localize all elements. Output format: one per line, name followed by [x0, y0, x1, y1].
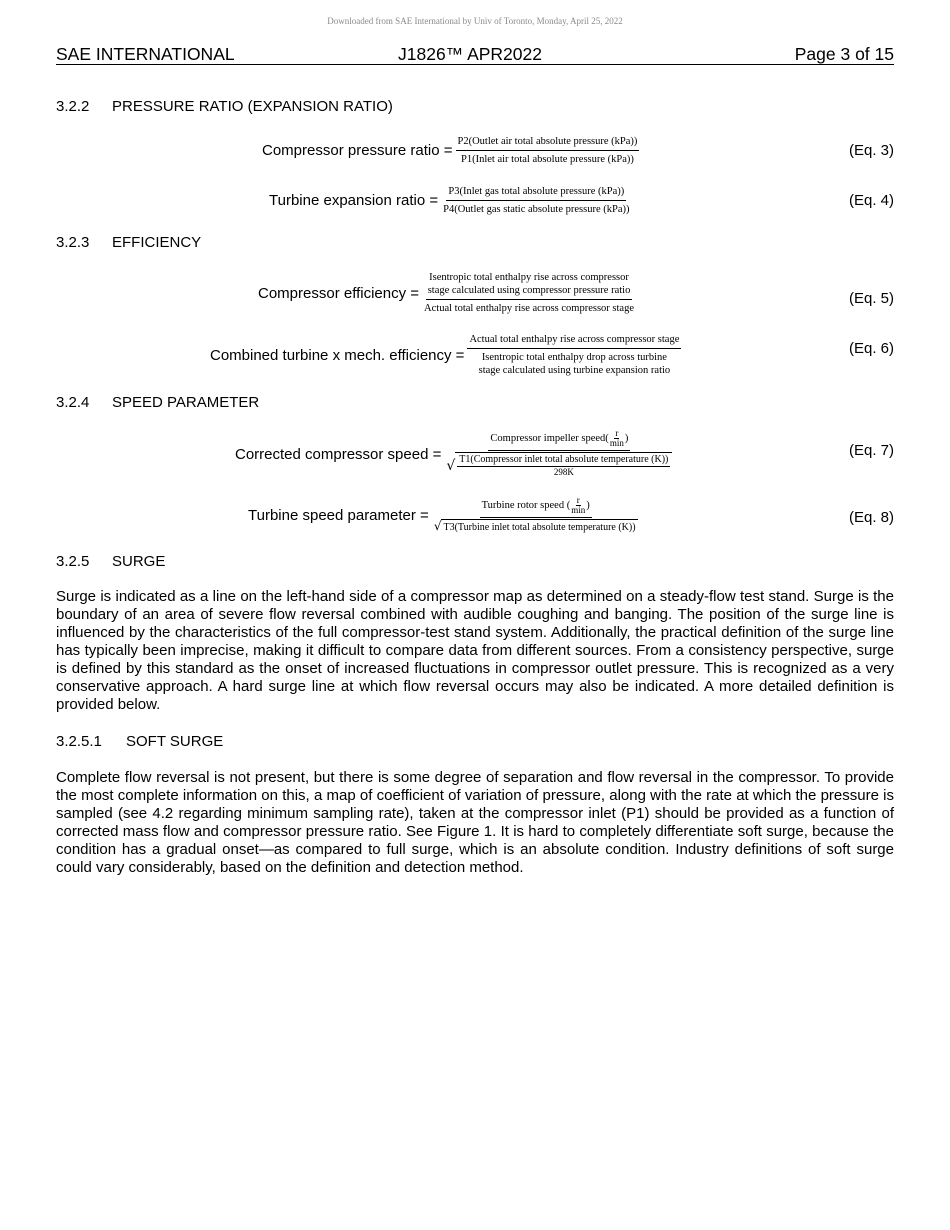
equation-8-tag: (Eq. 8) [848, 509, 894, 526]
numerator-line-1: Isentropic total enthalpy rise across compressor [429, 272, 629, 283]
radical-sign: √ [433, 519, 442, 533]
section-heading-3-2-3 [56, 234, 201, 251]
radicand-text: T3(Turbine inlet total absolute temperature (K)) [443, 522, 636, 533]
numerator-text: Compressor impeller speed( [490, 433, 609, 444]
closing-paren: ) [624, 433, 629, 444]
radicand-bottom: 298K [553, 467, 574, 477]
section-title: EFFICIENCY [112, 234, 202, 251]
equation-5 [258, 271, 636, 315]
square-root [434, 519, 638, 534]
equation-4-tag: (Eq. 4) [848, 192, 894, 209]
equation-6 [210, 333, 681, 377]
equation-5-tag: (Eq. 5) [848, 290, 894, 307]
equation-7-tag: (Eq. 7) [848, 442, 894, 459]
header-organization: SAE INTERNATIONAL [56, 44, 235, 64]
radicand [455, 452, 672, 480]
square-root [446, 452, 672, 480]
fraction [467, 333, 681, 377]
denominator: Actual total enthalpy rise across compressor stage [424, 303, 634, 314]
surge-paragraph: Surge is indicated as a line on the left-hand side of a compressor map as determined on a steady-flow test stand. Surge is the boundary of an area of severe flow reversal combined with audible coughing and banging. The position of the surge line is influenced by the characteristics of the full compressor-test stand system. Additionally, the practical definition of the surge line has typically been imprecise, making it difficult to compare data from different sources. From a consistency perspective, surge is defined by this standard as the onset of increased fluctuations in compressor outlet pressure. This is recognized as a very conservative approach. A hard surge line at which flow reversal occurs may also be indicated. A more detailed definition is provided below. [56, 588, 894, 713]
soft-surge-paragraph: Complete flow reversal is not present, but there is some degree of separation and flow reversal in the compressor. To provide the most complete information on this, a map of coefficient of variation of pressure, along with the rate at which the pressure is sampled (see 4.2 regarding minimum sampling rate), taken at the compressor inlet (P1) should be provided as a function of corrected mass flow and compressor pressure ratio. See Figure 1. It is hard to completely differentiate soft surge, because the condition has a gradual onset—as compared to full surge, which is an absolute condition. Industry definitions of soft surge could vary considerably, based on the definition and detection method. [56, 769, 894, 876]
denominator [477, 349, 673, 377]
numerator-line-2: stage calculated using compressor pressure ratio [427, 285, 631, 296]
section-number: 3.2.4 [56, 394, 90, 411]
unit-fraction [610, 429, 624, 448]
download-watermark: Downloaded from SAE International by Univ of Toronto, Monday, April 25, 2022 [327, 16, 623, 26]
fraction [456, 135, 640, 166]
denominator-line-2: stage calculated using turbine expansion ratio [478, 365, 671, 376]
radicand [441, 519, 637, 534]
section-number: 3.2.5 [56, 553, 90, 570]
section-title: PRESSURE RATIO (EXPANSION RATIO) [112, 98, 393, 115]
section-title: SURGE [112, 553, 166, 570]
equation-8 [248, 496, 640, 534]
equation-3-tag: (Eq. 3) [848, 142, 894, 159]
numerator-text: Turbine rotor speed ( [481, 500, 571, 511]
radical-sign: √ [446, 458, 456, 474]
section-heading-3-2-4 [56, 394, 259, 411]
section-number: 3.2.2 [56, 98, 90, 115]
fraction [432, 496, 640, 534]
numerator: P2(Outlet air total absolute pressure (kPa)) [456, 135, 640, 151]
denominator [444, 451, 674, 480]
equation-label: Compressor pressure ratio = [262, 142, 453, 159]
unit-top: r [615, 428, 619, 438]
equation-label: Corrected compressor speed = [235, 446, 442, 463]
header-page-number: Page 3 of 15 [794, 44, 894, 64]
equation-7 [235, 429, 674, 480]
section-heading-3-2-5-1 [56, 733, 223, 750]
denominator: P1(Inlet air total absolute pressure (kPa)) [461, 154, 634, 165]
numerator: Actual total enthalpy rise across compressor stage [467, 333, 681, 349]
radicand-top: T1(Compressor inlet total absolute temperature (K)) [459, 454, 669, 465]
numerator [426, 271, 633, 300]
equation-label: Combined turbine x mech. efficiency = [210, 346, 465, 364]
equation-label: Turbine expansion ratio = [269, 192, 439, 209]
equation-4 [269, 185, 631, 216]
numerator [488, 429, 630, 451]
numerator [480, 496, 592, 518]
section-title: SOFT SURGE [126, 733, 224, 750]
denominator: P4(Outlet gas static absolute pressure (kPa)) [443, 204, 630, 215]
section-number: 3.2.5.1 [56, 733, 102, 750]
section-heading-3-2-2 [56, 98, 393, 115]
equation-6-tag: (Eq. 6) [848, 340, 894, 357]
unit-bottom: min [571, 505, 586, 515]
header-document-id: J1826™ APR2022 [398, 44, 542, 64]
page-header [56, 44, 894, 65]
equation-label: Compressor efficiency = [258, 284, 420, 302]
equation-3 [262, 135, 639, 166]
fraction [444, 429, 674, 480]
equation-label: Turbine speed parameter = [248, 506, 429, 524]
section-heading-3-2-5 [56, 553, 165, 570]
denominator [432, 518, 640, 534]
numerator: P3(Inlet gas total absolute pressure (kPa)) [446, 185, 626, 201]
fraction [441, 185, 631, 216]
fraction [422, 271, 636, 315]
unit-bottom: min [609, 438, 624, 448]
section-number: 3.2.3 [56, 234, 90, 251]
section-title: SPEED PARAMETER [112, 394, 260, 411]
denominator-line-1: Isentropic total enthalpy drop across turbine [481, 352, 667, 363]
unit-top: r [576, 495, 580, 505]
closing-paren: ) [586, 500, 590, 511]
unit-fraction [571, 496, 585, 515]
